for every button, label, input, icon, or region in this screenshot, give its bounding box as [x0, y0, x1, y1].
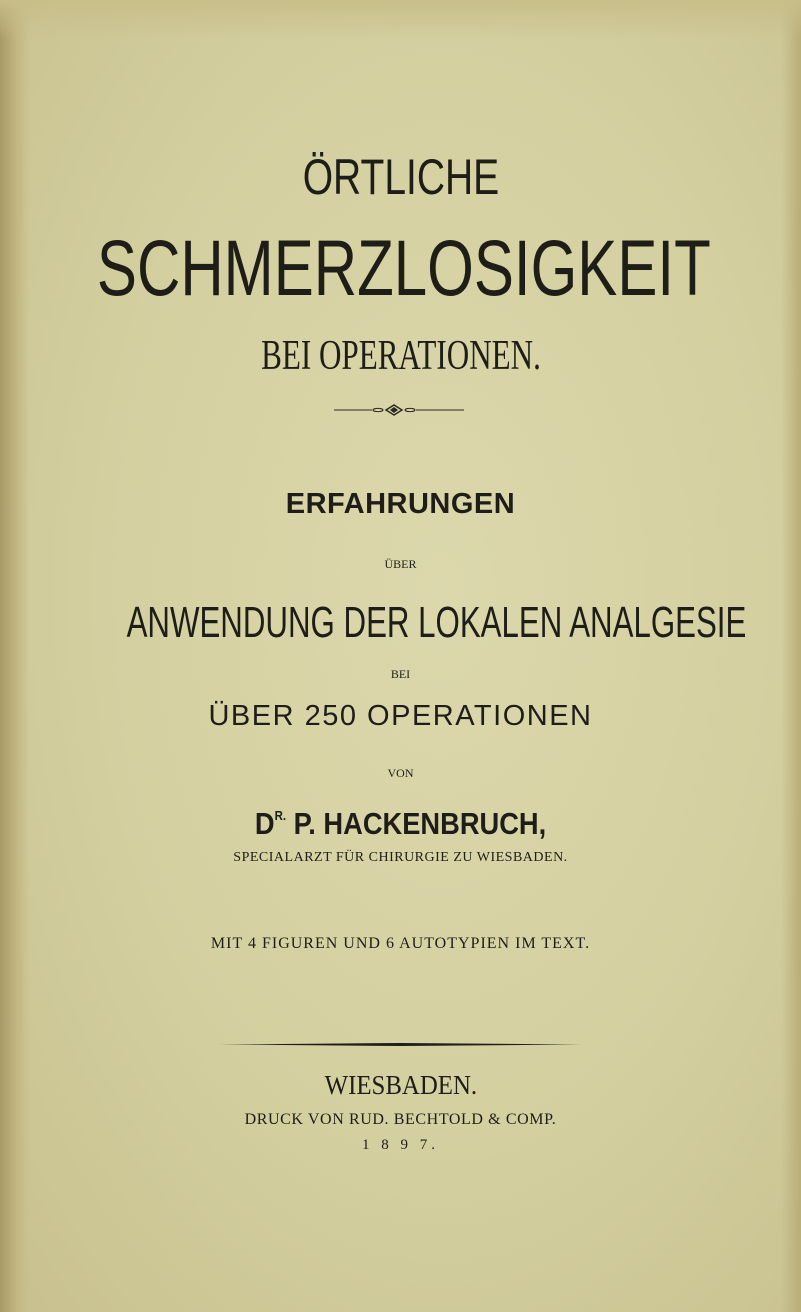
imprint-city [0, 1070, 801, 1101]
author-role: SPECIALARZT FÜR CHIRURGIE ZU WIESBADEN. [233, 850, 568, 865]
title-line-2 [0, 222, 801, 315]
connector-von: VON [387, 766, 414, 780]
author-prefix: D [254, 806, 275, 841]
subtitle-main [0, 597, 801, 648]
author-prefix-sup: R. [274, 808, 286, 823]
page-edge-shadow-top [0, 0, 801, 40]
title-line-3-text: BEI OPERATIONEN. [260, 333, 541, 379]
title-line-1 [0, 148, 801, 206]
author-name [0, 806, 801, 842]
title-line-2-text: SCHMERZLOSIGKEIT [96, 223, 711, 312]
imprint-printer: DRUCK VON RUD. BECHTOLD & COMP. [244, 1111, 557, 1128]
connector-bei: BEI [390, 667, 411, 681]
author-name-text: P. HACKENBRUCH, [285, 806, 547, 841]
title-line-3 [0, 332, 801, 380]
imprint-city-text: WIESBADEN. [324, 1070, 477, 1100]
author-name-group [255, 806, 546, 842]
tapered-rule [219, 1043, 581, 1046]
subtitle-main-text: ANWENDUNG DER LOKALEN ANALGESIE [126, 598, 747, 647]
connector-ueber: ÜBER [384, 557, 417, 571]
title-line-1-text: ÖRTLICHE [302, 149, 499, 205]
ornament-divider-icon [334, 402, 464, 418]
imprint-year: 1 8 9 7. [362, 1137, 439, 1153]
figures-note: MIT 4 FIGUREN UND 6 AUTOTYPIEN IM TEXT. [210, 935, 591, 952]
operations-count: ÜBER 250 OPERATIONEN [208, 700, 593, 732]
heading-erfahrungen: ERFAHRUNGEN [285, 488, 516, 520]
